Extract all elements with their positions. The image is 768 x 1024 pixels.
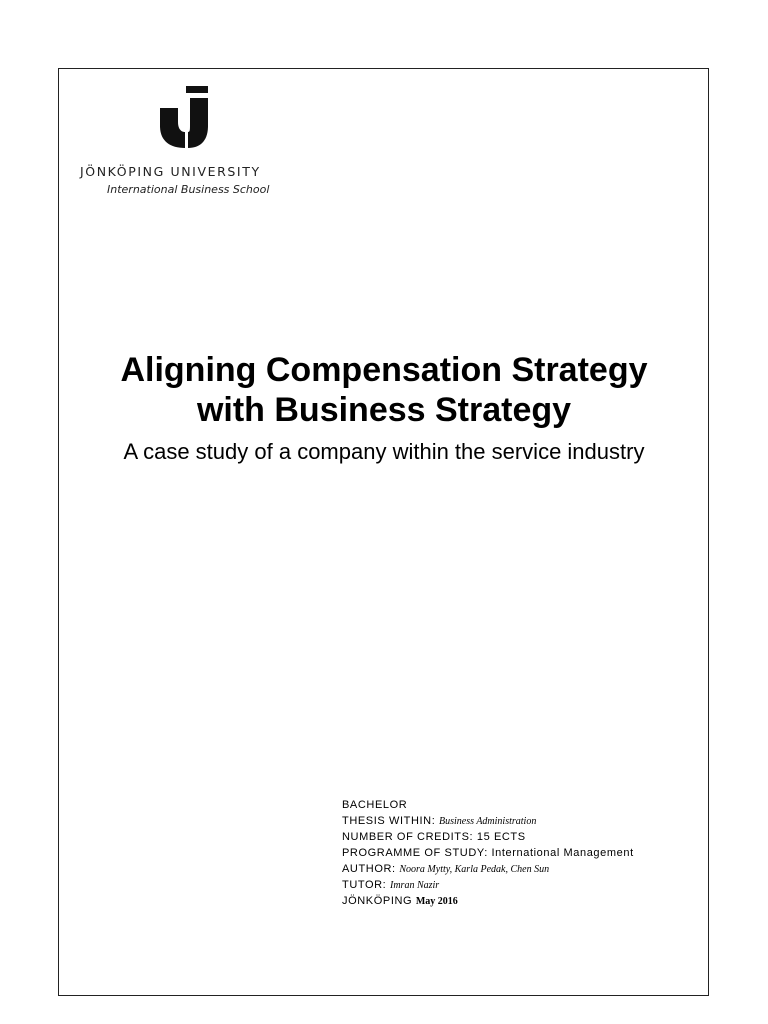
- thesis-details: [342, 797, 682, 909]
- place-label: JÖNKÖPING: [342, 895, 416, 907]
- credits-row: [342, 829, 682, 845]
- author-value: Noora Mytty, Karla Pedak, Chen Sun: [399, 864, 550, 875]
- programme-value: International Management: [491, 847, 634, 859]
- thesis-within-value: Business Administration: [439, 816, 537, 827]
- ju-logo-icon: [160, 86, 210, 148]
- school-name: International Business School: [107, 183, 270, 196]
- thesis-title-line-1: Aligning Compensation Strategy: [120, 351, 648, 389]
- degree-text: BACHELOR: [342, 799, 408, 811]
- credits-value: 15 ECTS: [476, 831, 526, 843]
- thesis-subtitle: A case study of a company within the service industry: [123, 439, 645, 464]
- degree-row: [342, 797, 682, 813]
- university-logo: [80, 86, 290, 202]
- thesis-within-row: [342, 813, 682, 829]
- author-row: [342, 861, 682, 877]
- author-label: AUTHOR:: [342, 863, 400, 875]
- programme-row: [342, 845, 682, 861]
- place-date-row: [342, 893, 682, 909]
- university-name: JÖNKÖPING UNIVERSITY: [80, 164, 261, 179]
- credits-label: NUMBER OF CREDITS:: [342, 831, 477, 843]
- thesis-title-line-2: with Business Strategy: [196, 391, 572, 429]
- thesis-within-label: THESIS WITHIN:: [342, 815, 439, 827]
- programme-label: PROGRAMME OF STUDY:: [342, 847, 492, 859]
- tutor-value: Imran Nazir: [390, 880, 440, 891]
- thesis-title: [0, 350, 768, 430]
- date-value: May 2016: [415, 896, 458, 907]
- tutor-row: [342, 877, 682, 893]
- tutor-label: TUTOR:: [342, 879, 390, 891]
